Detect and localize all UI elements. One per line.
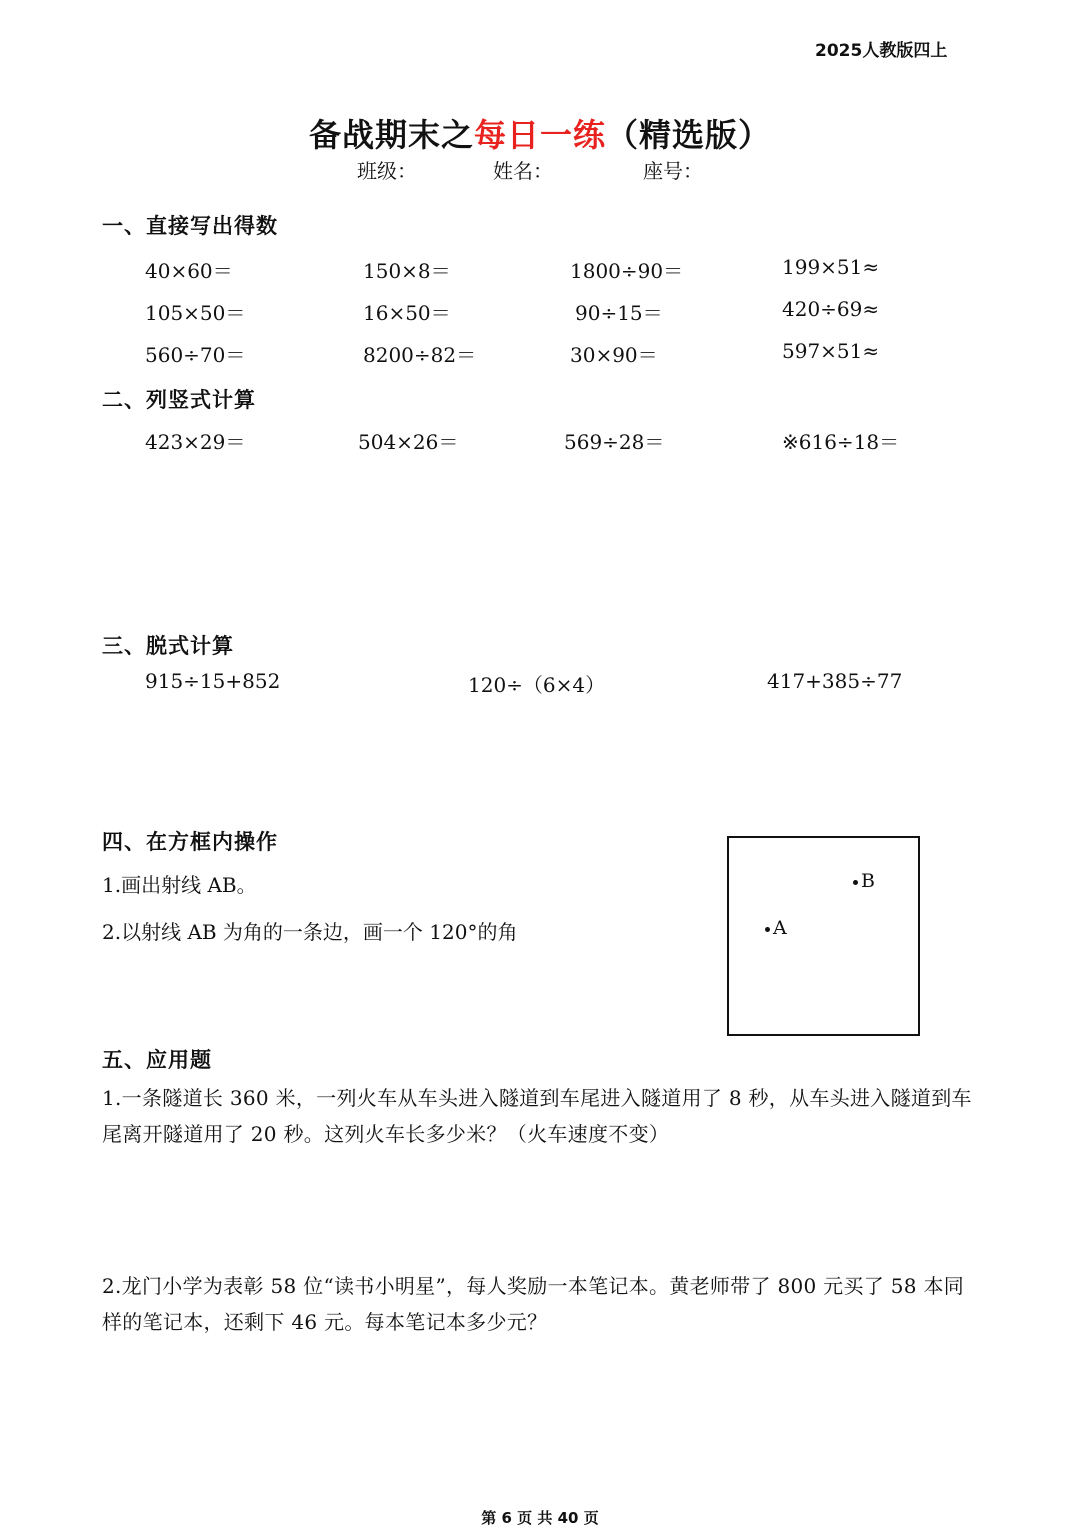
oral-item: 40×60＝ (145, 259, 233, 283)
oral-item: 199×51≈ (782, 255, 880, 279)
section4-heading: 四、在方框内操作 (102, 829, 278, 854)
title-highlight: 每日一练 (473, 116, 606, 154)
section1-heading: 一、直接写出得数 (102, 213, 278, 238)
point-b-label: B (861, 870, 875, 892)
name-label: 姓名： (493, 159, 553, 183)
vertical-item: ※616÷18＝ (782, 430, 900, 454)
section3-heading: 三、脱式计算 (102, 633, 234, 658)
page-number: 第 6 页 共 40 页 (481, 1509, 599, 1527)
section2-heading: 二、列竖式计算 (102, 387, 256, 412)
edition-label: 2025人教版四上 (815, 41, 948, 61)
point-a-dot (765, 927, 770, 932)
operation-question-1: 1.画出射线 AB。 (102, 873, 257, 897)
oral-item: 30×90＝ (570, 343, 658, 367)
point-a (765, 917, 787, 939)
vertical-item: 569÷28＝ (564, 430, 665, 454)
oral-item: 8200÷82＝ (363, 343, 477, 367)
oral-item: 420÷69≈ (782, 297, 880, 321)
stepwise-item: 120÷（6×4） (468, 673, 606, 697)
oral-item: 90÷15＝ (575, 301, 663, 325)
point-a-label: A (773, 917, 787, 939)
title-suffix: （精选版） (606, 116, 772, 154)
stepwise-item: 417+385÷77 (767, 669, 903, 693)
section5-heading: 五、应用题 (102, 1047, 212, 1072)
point-b (853, 870, 875, 892)
oral-item: 16×50＝ (363, 301, 451, 325)
vertical-item: 504×26＝ (358, 430, 459, 454)
oral-item: 1800÷90＝ (570, 259, 684, 283)
operation-question-2: 2.以射线 AB 为角的一条边，画一个 120°的角 (102, 920, 518, 944)
seat-label: 座号： (643, 159, 703, 183)
point-b-dot (853, 880, 858, 885)
oral-item: 105×50＝ (145, 301, 246, 325)
vertical-item: 423×29＝ (145, 430, 246, 454)
drawing-box (727, 836, 920, 1036)
page-title (0, 110, 1080, 156)
oral-item: 560÷70＝ (145, 343, 246, 367)
stepwise-item: 915÷15+852 (145, 669, 281, 693)
title-prefix: 备战期末之 (308, 116, 474, 154)
class-label: 班级： (357, 159, 417, 183)
word-problem-1: 1.一条隧道长 360 米，一列火车从车头进入隧道到车尾进入隧道用了 8 秒，从车头进入隧道到车尾离开隧道用了 20 秒。这列火车长多少米？（火车速度不变） (102, 1086, 972, 1146)
oral-item: 150×8＝ (363, 259, 451, 283)
oral-item: 597×51≈ (782, 339, 880, 363)
word-problem-2: 2.龙门小学为表彰 58 位“读书小明星”，每人奖励一本笔记本。黄老师带了 800 元买了 58 本同样的笔记本，还剩下 46 元。每本笔记本多少元？ (102, 1274, 965, 1334)
